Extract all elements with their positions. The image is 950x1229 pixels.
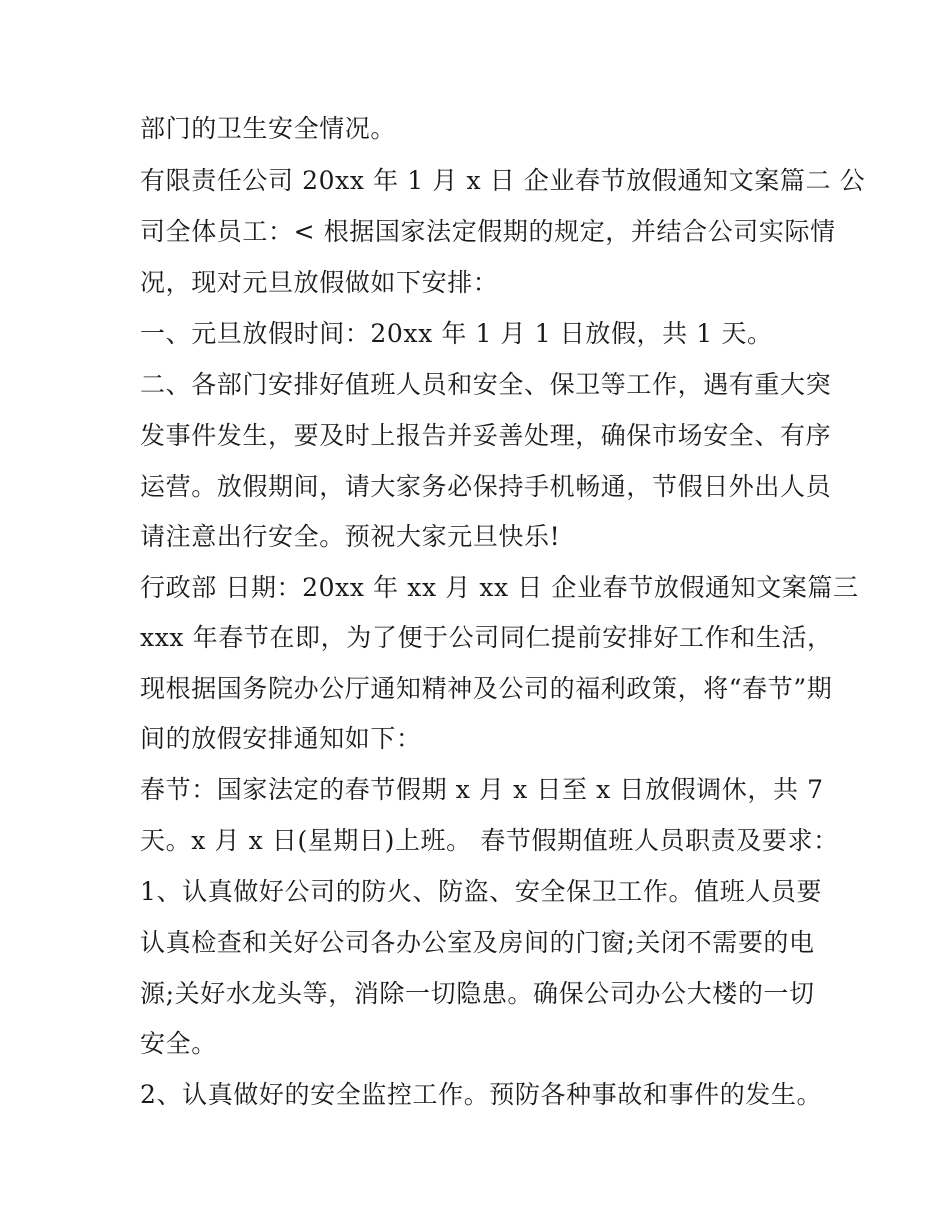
text-line: 有限责任公司 20xx 年 1 月 x 日 企业春节放假通知文案篇二 公 [140,166,866,195]
text-line: 请注意出行安全。预祝大家元旦快乐! [140,522,561,551]
text-line: 1、认真做好公司的防火、防盗、安全保卫工作。值班人员要 [140,877,823,906]
text-line: 一、元旦放假时间：20xx 年 1 月 1 日放假，共 1 天。 [140,319,773,348]
text-line: 行政部 日期：20xx 年 xx 月 xx 日 企业春节放假通知文案篇三 [140,573,859,602]
text-line: 二、各部门安排好值班人员和安全、保卫等工作，遇有重大突 [140,370,832,399]
text-line: 天。x 月 x 日(星期日)上班。 春节假期值班人员职责及要求： [140,826,839,855]
text-line: 运营。放假期间，请大家务必保持手机畅通，节假日外出人员 [140,472,832,501]
text-line: 现根据国务院办公厅通知精神及公司的福利政策，将“春节”期 [140,674,833,703]
text-line: 认真检查和关好公司各办公室及房间的门窗;关闭不需要的电 [140,928,815,957]
text-line: 间的放假安排通知如下： [140,724,422,753]
text-line: 安全。 [140,1029,217,1058]
text-line: 发事件发生，要及时上报告并妥善处理，确保市场安全、有序 [140,421,832,450]
text-line: 春节：国家法定的春节假期 x 月 x 日至 x 日放假调休，共 7 [140,775,824,804]
text-line: xxx 年春节在即，为了便于公司同仁提前安排好工作和生活， [140,623,833,652]
text-line: 2、认真做好的安全监控工作。预防各种事故和事件的发生。 [140,1080,823,1109]
text-line: 司全体员工：< 根据国家法定假期的规定，并结合公司实际情 [140,217,836,246]
text-line: 源;关好水龙头等，消除一切隐患。确保公司办公大楼的一切 [140,979,815,1008]
text-line: 况，现对元旦放假做如下安排： [140,268,499,297]
text-line: 部门的卫生安全情况。 [140,114,397,143]
